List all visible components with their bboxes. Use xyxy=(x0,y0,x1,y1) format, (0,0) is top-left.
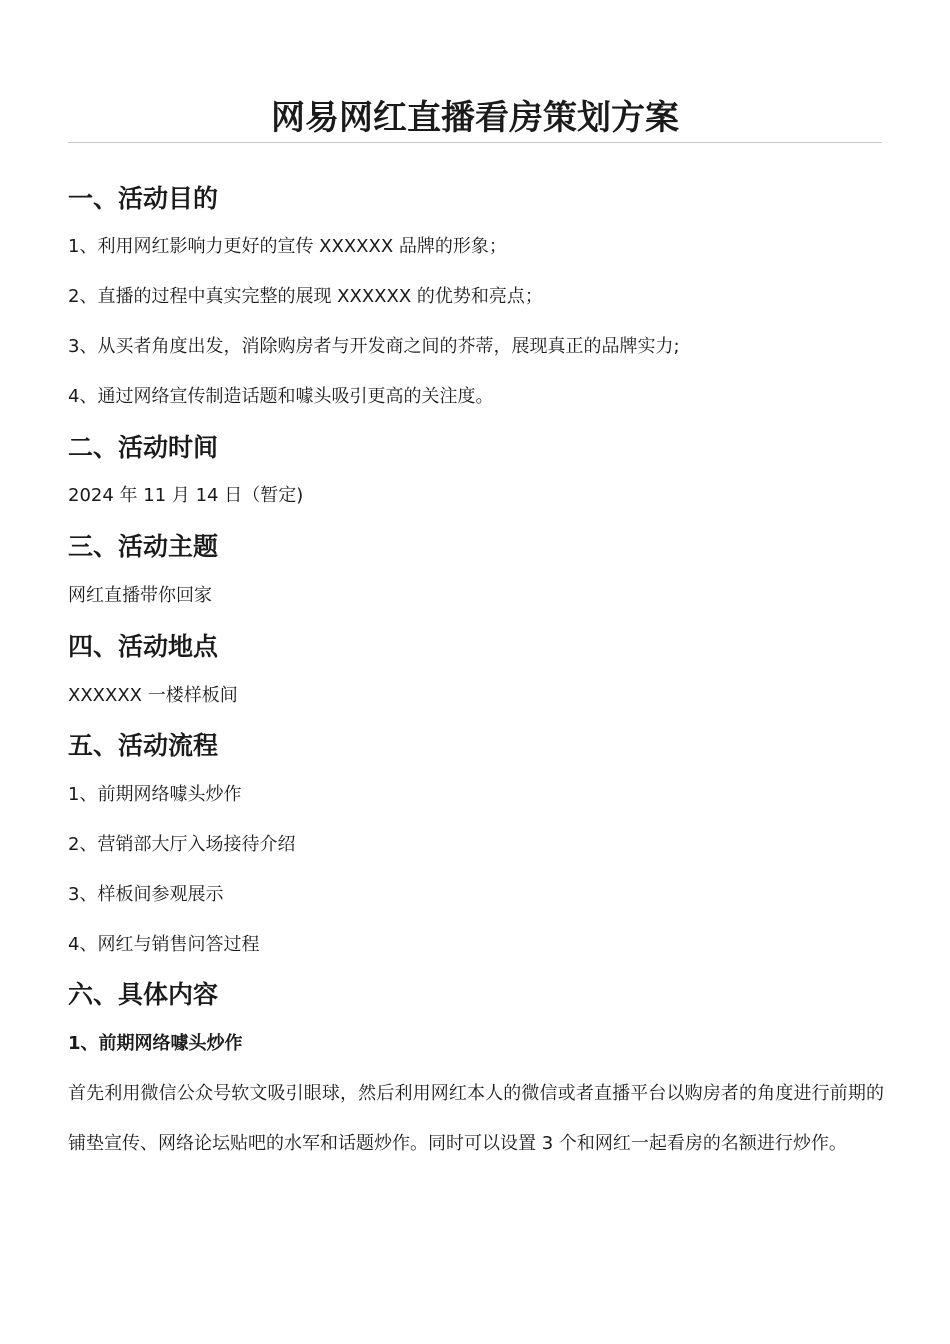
activity-location-text: XXXXXX 一楼样板间 xyxy=(68,685,238,706)
section-heading-details: 六、具体内容 xyxy=(68,980,219,1009)
section-heading-process: 五、活动流程 xyxy=(68,731,219,760)
section-heading-location: 四、活动地点 xyxy=(68,632,219,661)
process-item: 1、前期网络噱头炒作 xyxy=(68,784,242,805)
process-item: 4、网红与销售问答过程 xyxy=(68,934,260,955)
online-promo-paragraph: 首先利用微信公众号软文吸引眼球，然后利用网红本人的微信或者直播平台以购房者的角度进行前期的铺垫宣传、网络论坛贴吧的水军和话题炒作。同时可以设置 3 个和网红一起看房的名额进行炒作。 xyxy=(68,1083,884,1154)
purpose-item: 3、从买者角度出发，消除购房者与开发商之间的芥蒂，展现真正的品牌实力; xyxy=(68,336,680,357)
process-item: 2、营销部大厅入场接待介绍 xyxy=(68,834,296,855)
title-divider xyxy=(68,142,882,143)
section-heading-theme: 三、活动主题 xyxy=(68,532,219,561)
activity-time-text: 2024 年 11 月 14 日（暂定) xyxy=(68,485,304,506)
process-item: 3、样板间参观展示 xyxy=(68,884,224,905)
section-heading-time: 二、活动时间 xyxy=(68,433,219,462)
purpose-item: 1、利用网红影响力更好的宣传 XXXXXX 品牌的形象； xyxy=(68,236,507,257)
purpose-item: 4、通过网络宣传制造话题和噱头吸引更高的关注度。 xyxy=(68,386,494,407)
activity-theme-text: 网红直播带你回家 xyxy=(68,585,212,606)
section-heading-purpose: 一、活动目的 xyxy=(68,184,219,213)
document-title: 网易网红直播看房策划方案 xyxy=(271,98,679,138)
subsection-heading-online-promo: 1、前期网络噱头炒作 xyxy=(68,1033,243,1054)
purpose-item: 2、直播的过程中真实完整的展现 XXXXXX 的优势和亮点； xyxy=(68,286,543,307)
